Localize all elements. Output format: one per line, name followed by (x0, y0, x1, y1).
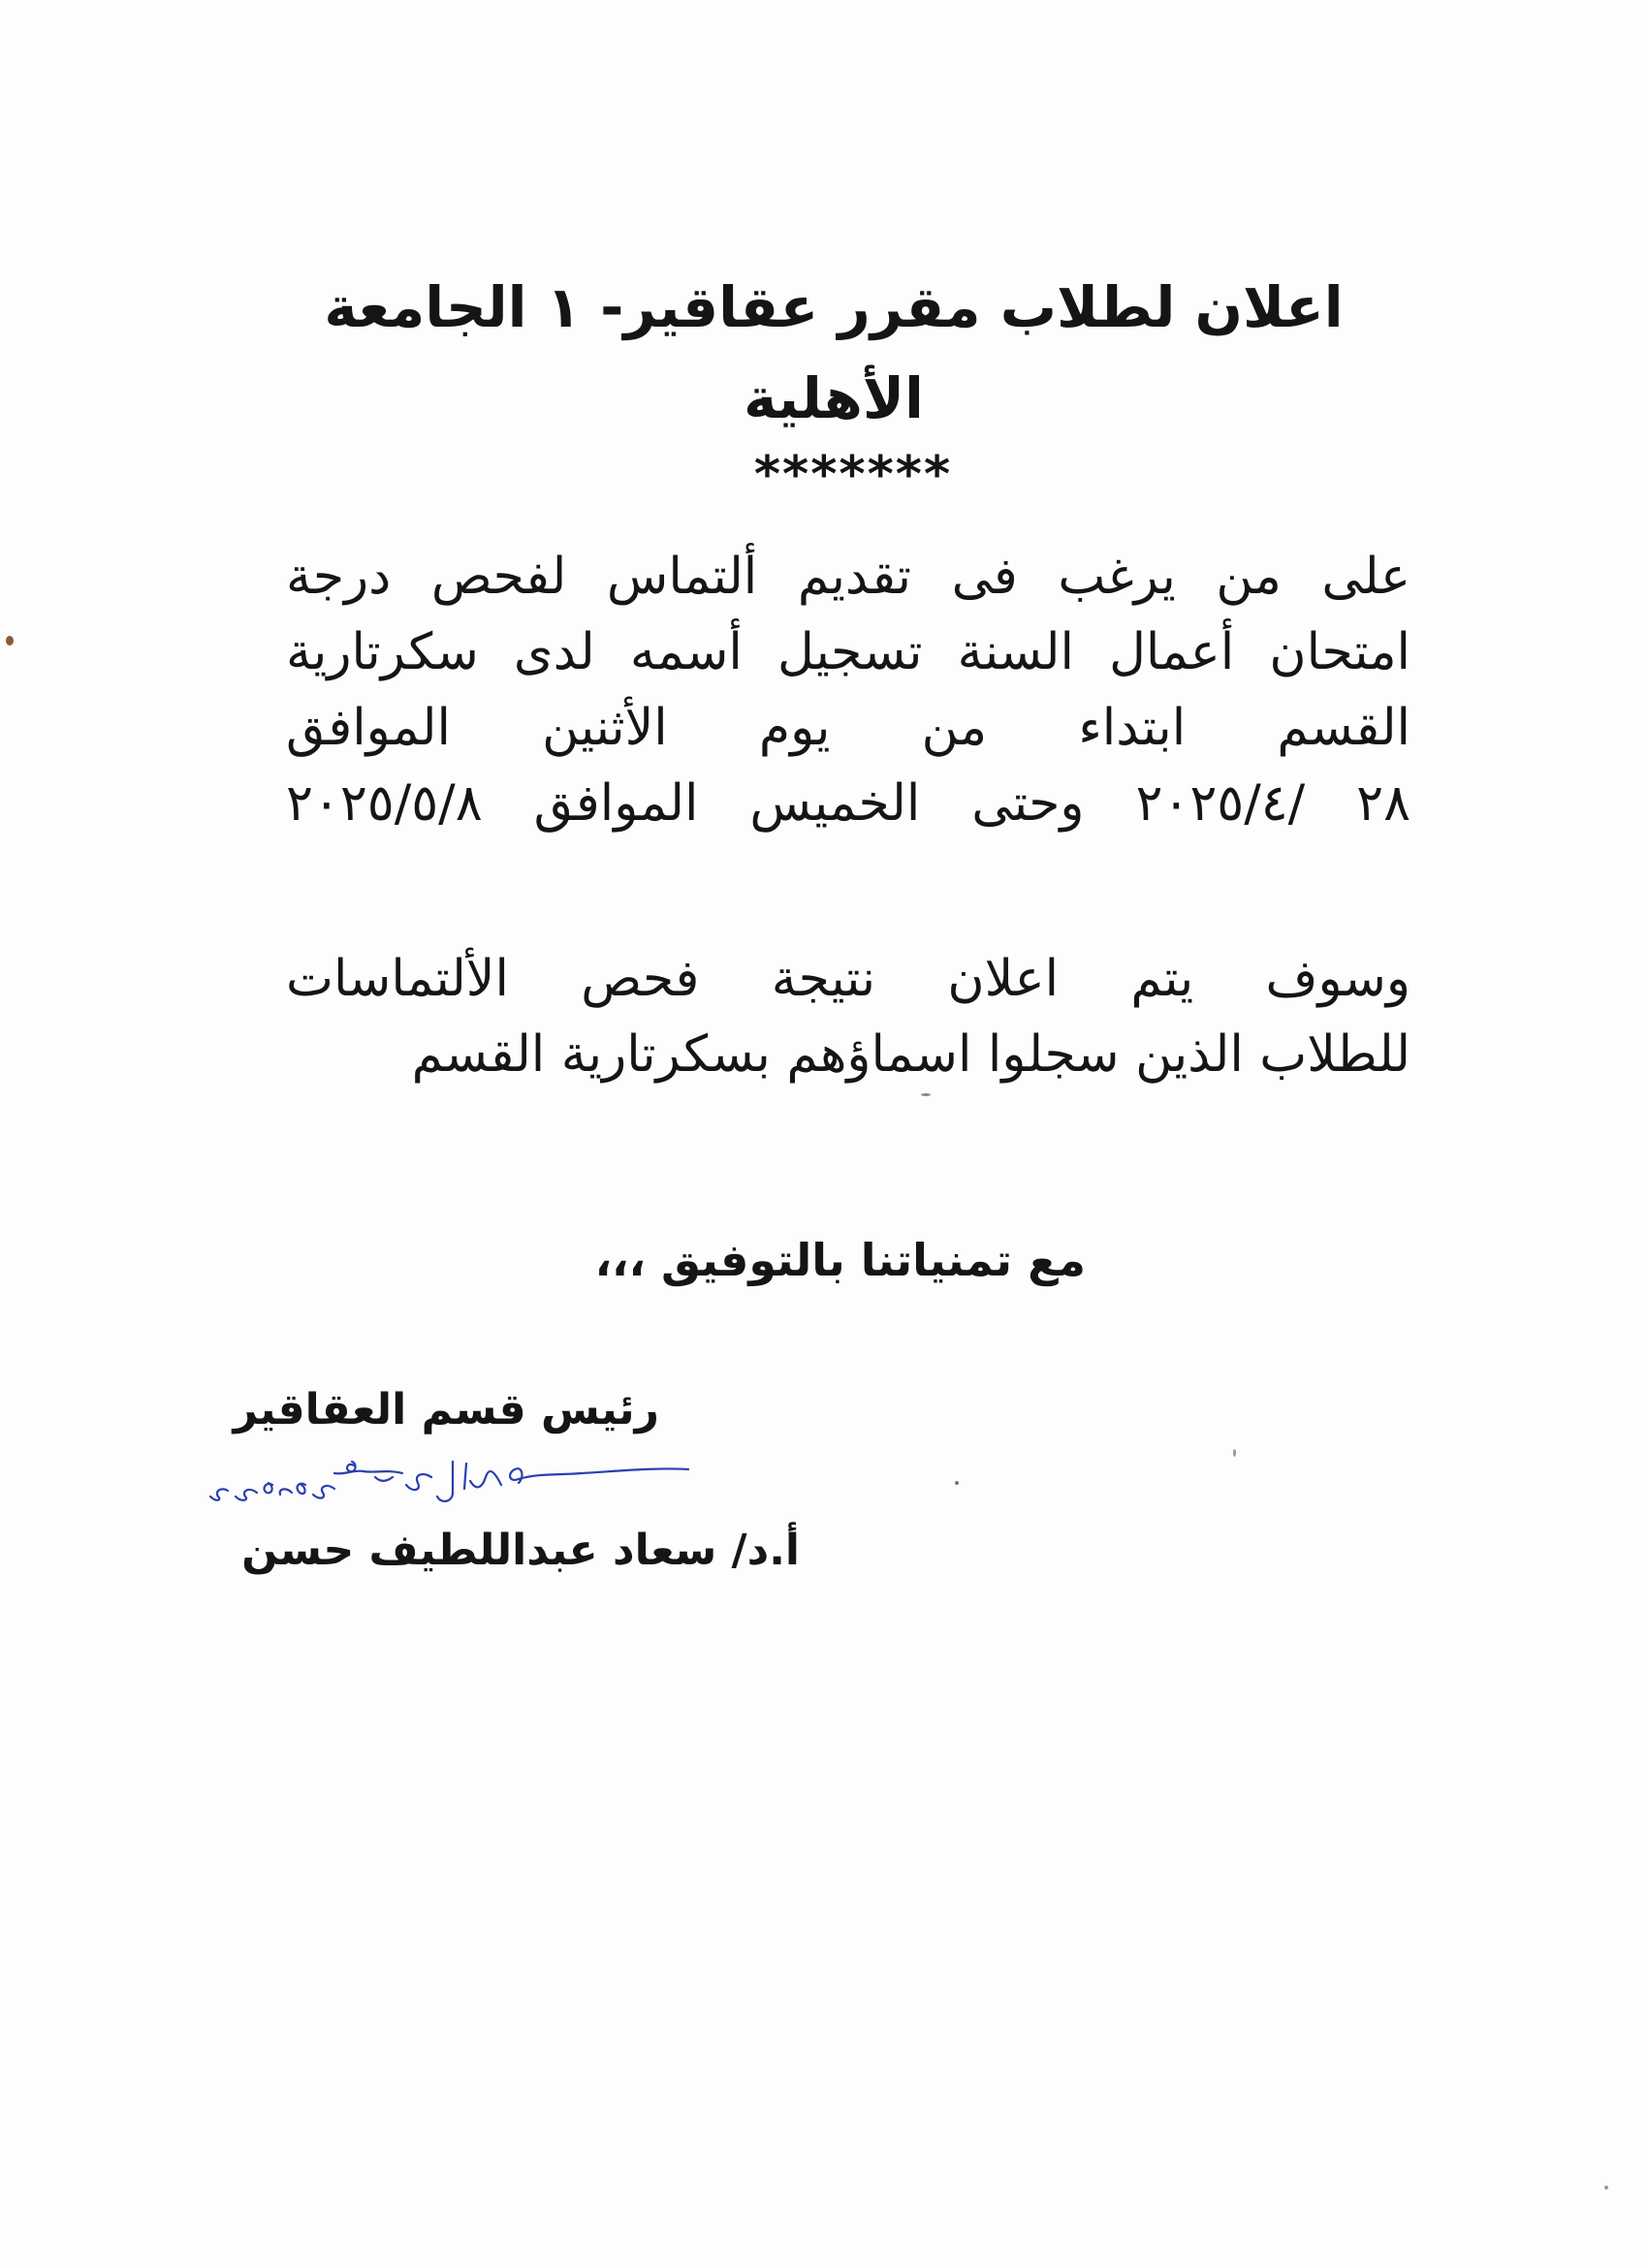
scan-speck (6, 636, 14, 646)
closing-wishes: مع تمنياتنا بالتوفيق ،،، (594, 1234, 1086, 1286)
paragraph-1-line-2: امتحان أعمال السنة تسجيل أسمه لدى سكرتارية (286, 623, 1410, 681)
paragraph-2-line-2: للطلاب الذين سجلوا اسماؤهم بسكرتارية القسم (411, 1025, 1410, 1084)
paragraph-1-line-1: على من يرغب فى تقديم ألتماس لفحص درجة (286, 548, 1410, 606)
scan-speck (955, 1481, 959, 1485)
title-separator: ******* (753, 446, 953, 504)
signatory-title: رئيس قسم العقاقير (233, 1385, 659, 1434)
announcement-title-line-2: الأهلية (744, 365, 924, 431)
paragraph-1-line-3: القسم ابتداء من يوم الأثنين الموافق (286, 699, 1410, 757)
paragraph-2-line-1: وسوف يتم اعلان نتيجة فحص الألتماسات (286, 950, 1410, 1008)
paragraph-1-line-4: ٢٨ /٢٠٢٥/٤ وحتى الخميس الموافق ٢٠٢٥/٥/٨ (286, 774, 1410, 833)
announcement-title-line-1: اعلان لطلاب مقرر عقاقير- ١ الجامعة (324, 274, 1344, 340)
scan-speck (1233, 1449, 1236, 1457)
signatory-name: أ.د/ سعاد عبداللطيف حسن (241, 1526, 800, 1575)
scan-speck (921, 1093, 931, 1096)
scan-speck (1604, 2186, 1608, 2189)
handwritten-signature (199, 1434, 703, 1522)
